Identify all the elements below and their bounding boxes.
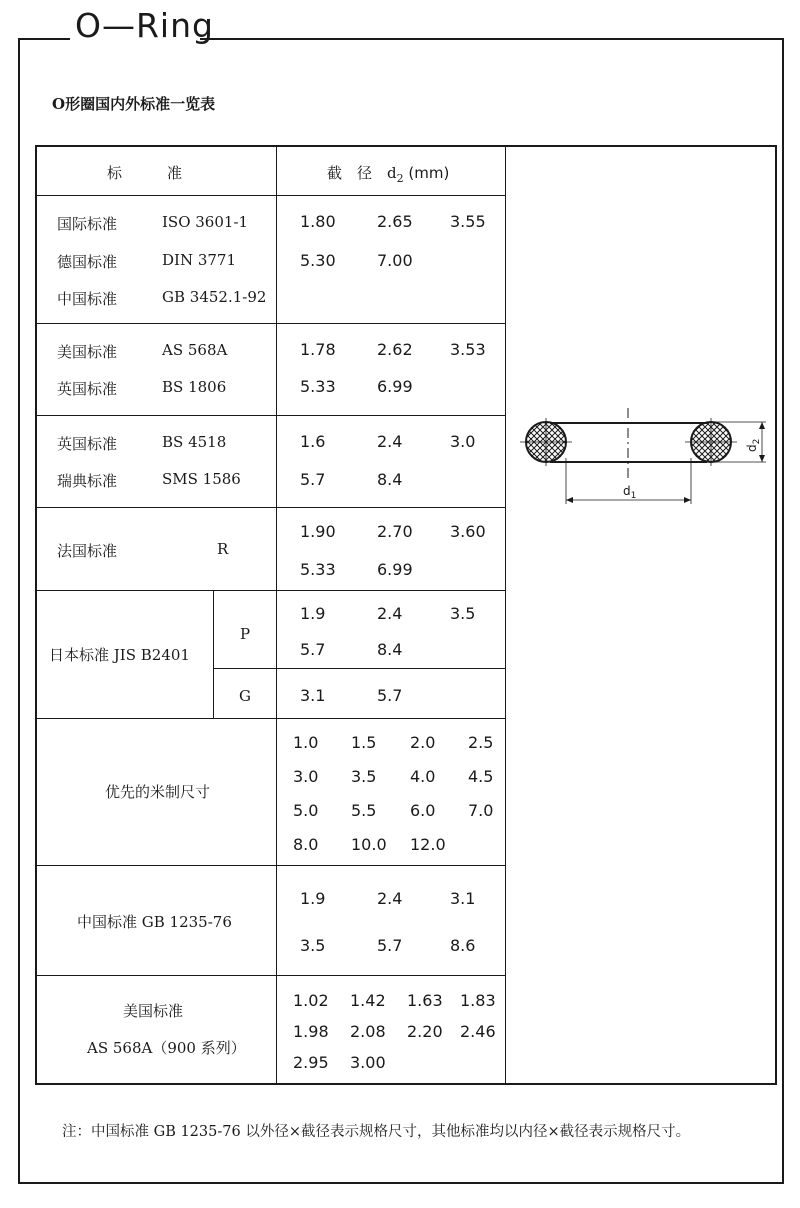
standard-code: DIN 3771 xyxy=(162,251,237,269)
jis-row-divider xyxy=(213,668,506,669)
standard-name: 瑞典标准 xyxy=(57,472,118,490)
standard-code: AS 568A（900 系列） xyxy=(87,1039,246,1057)
section-value: 5.7 xyxy=(377,686,403,705)
table-border-top xyxy=(35,145,777,147)
section-value: 5.30 xyxy=(300,251,336,270)
table-border-left xyxy=(35,145,37,1085)
section-value: 6.99 xyxy=(377,560,413,579)
section-value: 1.83 xyxy=(460,991,496,1010)
d2-label: $d_2$ xyxy=(745,438,762,452)
section-value: 1.98 xyxy=(293,1022,329,1041)
section-value: 2.08 xyxy=(350,1022,386,1041)
section-value: 2.46 xyxy=(460,1022,496,1041)
row-divider xyxy=(35,195,506,196)
section-value: 1.9 xyxy=(300,604,326,623)
row-divider xyxy=(35,975,506,976)
jis-p-label: P xyxy=(240,625,251,643)
section-value: 6.0 xyxy=(410,801,436,820)
standard-code: GB 3452.1-92 xyxy=(162,288,267,306)
row-divider xyxy=(35,865,506,866)
section-value: 3.5 xyxy=(351,767,377,786)
row-divider xyxy=(35,415,506,416)
section-value: 1.5 xyxy=(351,733,377,752)
section-value: 5.5 xyxy=(351,801,377,820)
brand-title: O—Ring xyxy=(75,6,214,45)
section-value: 5.7 xyxy=(300,640,326,659)
standard-code: BS 1806 xyxy=(162,378,227,396)
section-value: 3.0 xyxy=(293,767,319,786)
section-value: 10.0 xyxy=(351,835,387,854)
section-value: 1.78 xyxy=(300,340,336,359)
table-border-right xyxy=(775,145,777,1085)
section-value: 3.53 xyxy=(450,340,486,359)
standard-code: BS 4518 xyxy=(162,433,227,451)
section-value: 1.63 xyxy=(407,991,443,1010)
page-title: O形圈国内外标准一览表 xyxy=(52,95,216,113)
section-value: 2.4 xyxy=(377,604,403,623)
standard-name: 德国标准 xyxy=(57,253,118,271)
d1-label: $d_1$ xyxy=(623,484,637,501)
d1-dimension xyxy=(566,458,691,504)
section-value: 2.20 xyxy=(407,1022,443,1041)
section-value: 7.00 xyxy=(377,251,413,270)
section-value: 1.80 xyxy=(300,212,336,231)
section-value: 2.4 xyxy=(377,432,403,451)
standard-name: 英国标准 xyxy=(57,380,118,398)
section-value: 3.5 xyxy=(300,936,326,955)
section-value: 7.0 xyxy=(468,801,494,820)
footnote: 注：中国标准 GB 1235-76 以外径×截径表示规格尺寸，其他标准均以内径×截径表示规格尺寸。 xyxy=(62,1124,691,1140)
section-value: 8.4 xyxy=(377,640,403,659)
standard-name: 法国标准 xyxy=(57,542,118,560)
standard-name: 美国标准 xyxy=(57,343,118,361)
standard-name: 中国标准 GB 1235-76 xyxy=(77,913,232,931)
section-value: 8.0 xyxy=(293,835,319,854)
row-divider xyxy=(35,507,506,508)
section-value: 2.95 xyxy=(293,1053,329,1072)
standard-code: R xyxy=(217,540,229,558)
section-value: 12.0 xyxy=(410,835,446,854)
standard-code: SMS 1586 xyxy=(162,470,241,488)
standard-name: 中国标准 xyxy=(57,290,118,308)
section-value: 3.0 xyxy=(450,432,476,451)
section-value: 5.7 xyxy=(300,470,326,489)
section-value: 3.55 xyxy=(450,212,486,231)
standard-code: AS 568A xyxy=(162,341,228,359)
column-divider xyxy=(505,145,506,1085)
table-border-bottom xyxy=(35,1083,777,1085)
standard-name: 优先的米制尺寸 xyxy=(105,783,211,801)
jis-g-label: G xyxy=(239,687,251,705)
section-value: 6.99 xyxy=(377,377,413,396)
section-value: 1.9 xyxy=(300,889,326,908)
section-value: 2.0 xyxy=(410,733,436,752)
section-value: 3.1 xyxy=(450,889,476,908)
section-value: 3.1 xyxy=(300,686,326,705)
section-value: 8.4 xyxy=(377,470,403,489)
section-value: 4.5 xyxy=(468,767,494,786)
row-divider xyxy=(35,323,506,324)
section-value: 1.0 xyxy=(293,733,319,752)
section-value: 5.33 xyxy=(300,377,336,396)
standard-code: ISO 3601-1 xyxy=(162,213,249,231)
section-value: 2.65 xyxy=(377,212,413,231)
section-value: 3.60 xyxy=(450,522,486,541)
row-divider xyxy=(35,590,506,591)
section-value: 1.02 xyxy=(293,991,329,1010)
standard-name: 英国标准 xyxy=(57,435,118,453)
column-divider xyxy=(276,145,277,1085)
section-value: 5.0 xyxy=(293,801,319,820)
section-value: 3.5 xyxy=(450,604,476,623)
section-value: 2.4 xyxy=(377,889,403,908)
standard-name: 国际标准 xyxy=(57,215,118,233)
standard-name: 美国标准 xyxy=(123,1002,184,1020)
section-value: 1.90 xyxy=(300,522,336,541)
section-value: 5.33 xyxy=(300,560,336,579)
section-value: 5.7 xyxy=(377,936,403,955)
standard-name: 日本标准 JIS B2401 xyxy=(49,646,190,664)
standards-table xyxy=(35,145,777,1085)
section-value: 2.70 xyxy=(377,522,413,541)
section-value: 4.0 xyxy=(410,767,436,786)
section-value: 2.62 xyxy=(377,340,413,359)
right-cross-section xyxy=(685,418,737,466)
section-value: 1.42 xyxy=(350,991,386,1010)
oring-diagram xyxy=(510,400,780,520)
section-value: 8.6 xyxy=(450,936,476,955)
section-value: 1.6 xyxy=(300,432,326,451)
header-standard: 标 准 xyxy=(107,164,183,182)
section-value: 3.00 xyxy=(350,1053,386,1072)
header-section: 截 径 $d_2$ (mm) xyxy=(327,164,450,185)
row-divider xyxy=(35,718,506,719)
section-value: 2.5 xyxy=(468,733,494,752)
jis-subcolumn-divider xyxy=(213,590,214,718)
left-cross-section xyxy=(520,418,572,466)
